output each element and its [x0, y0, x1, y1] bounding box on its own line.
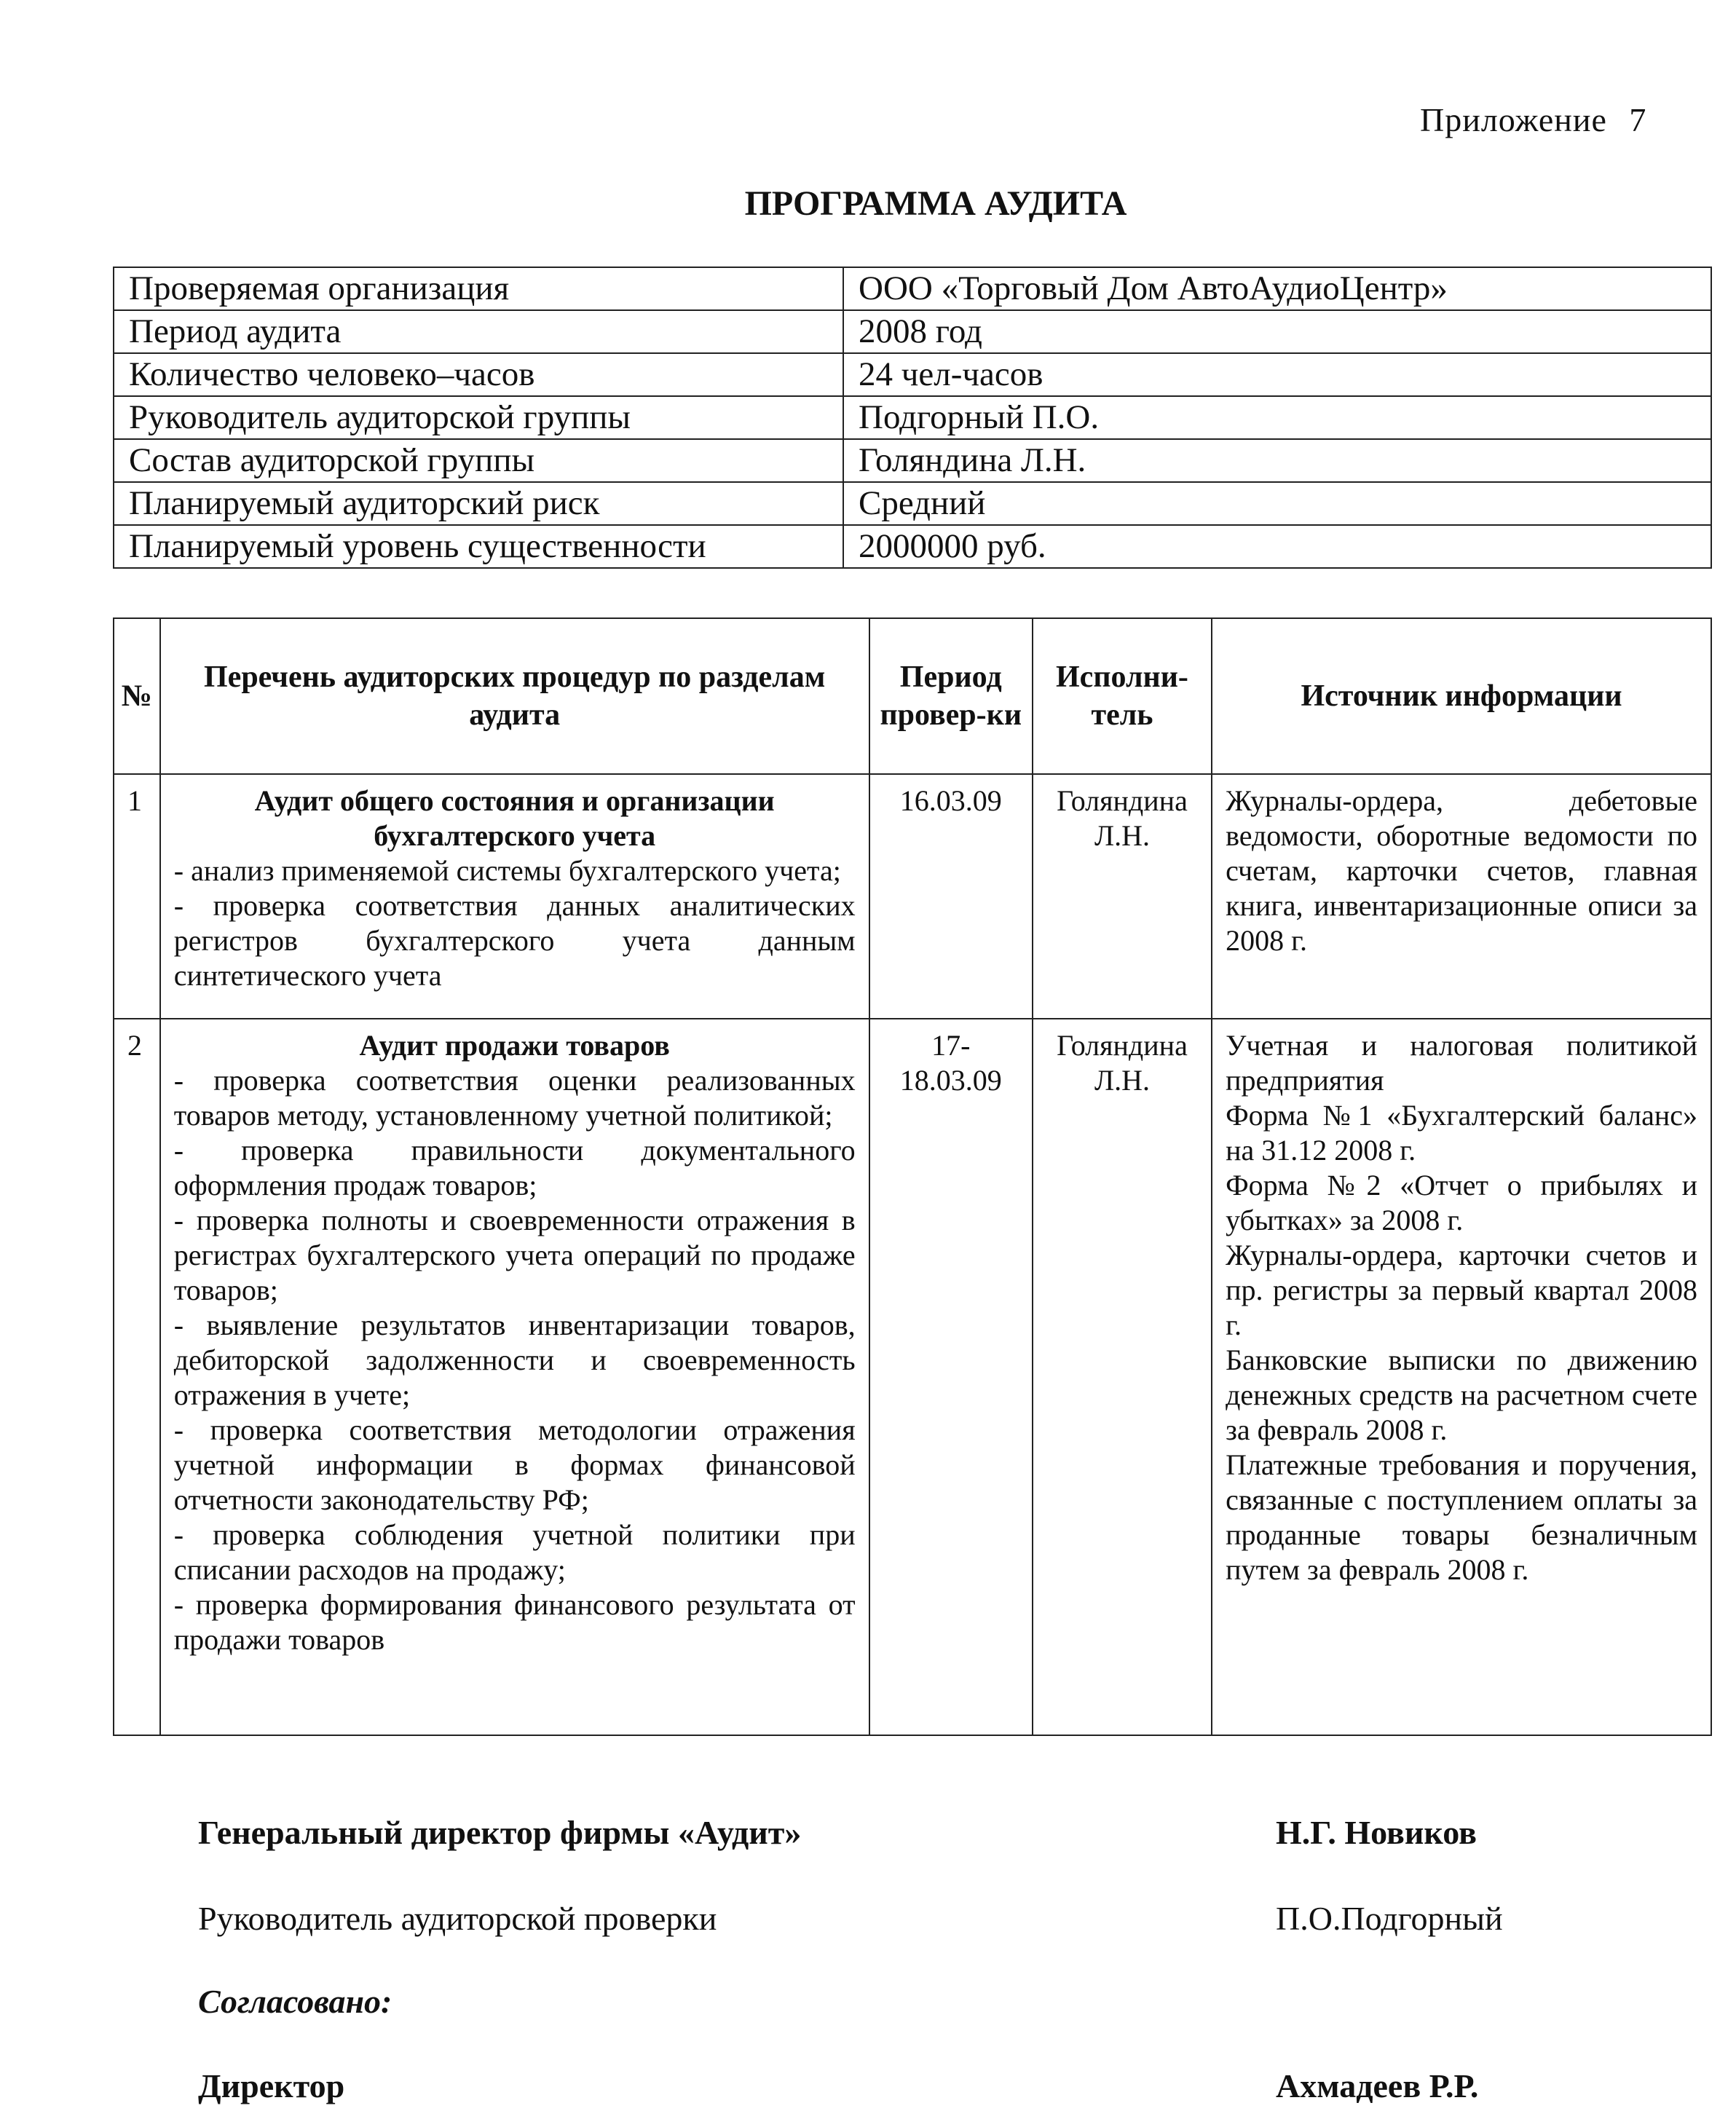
header-procedures: Перечень аудиторских процедур по разделам аудита	[160, 618, 869, 774]
gen-director-title: Генеральный директор фирмы «Аудит»	[198, 1814, 802, 1851]
info-row	[114, 439, 1711, 482]
procedure-sources	[1212, 1019, 1711, 1735]
procedure-item: - анализ применяемой системы бухгалтерского учета;	[173, 854, 841, 887]
gen-director-name: Н.Г. Новиков	[1276, 1814, 1477, 1851]
header-num: №	[114, 618, 160, 774]
info-value: ООО «Торговый Дом АвтоАудиоЦентр»	[843, 267, 1711, 310]
info-label: Планируемый уровень существенности	[114, 525, 843, 568]
head-audit-name: П.О.Подгорный	[1276, 1900, 1503, 1937]
audit-info-table	[113, 267, 1712, 569]
info-value: 24 чел-часов	[843, 353, 1711, 396]
source-item: Журналы-ордера, карточки счетов и пр. регистры за первый квартал 2008 г.	[1226, 1239, 1697, 1341]
info-label: Руководитель аудиторской группы	[114, 396, 843, 439]
head-audit-title: Руководитель аудиторской проверки	[198, 1900, 717, 1937]
source-item: Форма №1 «Бухгалтерский баланс» на 31.12 2008 г.	[1226, 1099, 1697, 1167]
procedures-header-row	[114, 618, 1711, 774]
director-title: Директор	[198, 2067, 345, 2104]
source-item: Учетная и налоговая политикой предприятия	[1226, 1029, 1697, 1097]
info-value: 2000000 руб.	[843, 525, 1711, 568]
procedure-item: - проверка правильности документального оформления продаж товаров;	[173, 1134, 856, 1201]
source-item: Платежные требования и поручения, связанные с поступлением оплаты за проданные товары безналичным путем за февраль 2008 г.	[1226, 1448, 1697, 1586]
source-item: Банковские выписки по движению денежных средств на расчетном счете за февраль 2008 г.	[1226, 1343, 1697, 1446]
procedure-period: 16.03.09	[869, 774, 1033, 1019]
page-title: ПРОГРАММА АУДИТА	[744, 184, 1127, 223]
agreed-label: Согласовано:	[198, 1983, 392, 2020]
info-label: Планируемый аудиторский риск	[114, 482, 843, 525]
procedure-list	[160, 1019, 869, 1735]
source-item: Форма №2 «Отчет о прибылях и убытках» за 2008 г.	[1226, 1169, 1697, 1236]
info-row	[114, 267, 1711, 310]
info-value: Подгорный П.О.	[843, 396, 1711, 439]
header-executor: Исполни-тель	[1033, 618, 1212, 774]
section-title: Аудит продажи товаров	[359, 1029, 670, 1062]
procedure-row	[114, 774, 1711, 1019]
info-row	[114, 482, 1711, 525]
procedure-num: 1	[114, 774, 160, 1019]
procedure-item: - проверка формирования финансового результата от продажи товаров	[173, 1588, 856, 1656]
procedure-num: 2	[114, 1019, 160, 1735]
info-value: Средний	[843, 482, 1711, 525]
info-row	[114, 525, 1711, 568]
procedure-item: - проверка соблюдения учетной политики при списании расходов на продажу;	[173, 1518, 856, 1586]
source-item: Журналы-ордера, дебетовые ведомости, оборотные ведомости по счетам, карточки счетов, главная книга, инвентаризационные описи за 2008 г.	[1226, 784, 1697, 957]
director-name: Ахмадеев Р.Р.	[1276, 2067, 1479, 2104]
procedure-item: - проверка соответствия методологии отражения учетной информации в формах финансовой отчетности законодательству РФ;	[173, 1413, 856, 1516]
info-label: Состав аудиторской группы	[114, 439, 843, 482]
procedure-sources	[1212, 774, 1711, 1019]
procedure-executor: Голяндина Л.Н.	[1033, 1019, 1212, 1735]
info-row	[114, 353, 1711, 396]
info-label: Проверяемая организация	[114, 267, 843, 310]
section-title: Аудит общего состояния и организации бухгалтерского учета	[254, 784, 775, 852]
procedure-period: 17-18.03.09	[869, 1019, 1033, 1735]
header-period: Период провер-ки	[869, 618, 1033, 774]
procedure-executor: Голяндина Л.Н.	[1033, 774, 1212, 1019]
procedure-item: - проверка полноты и своевременности отражения в регистрах бухгалтерского учета операций по продаже товаров;	[173, 1204, 856, 1306]
info-value: 2008 год	[843, 310, 1711, 353]
info-row	[114, 396, 1711, 439]
procedures-table	[113, 617, 1712, 1736]
info-value: Голяндина Л.Н.	[843, 439, 1711, 482]
procedure-item: - выявление результатов инвентаризации товаров, дебиторской задолженности и своевременность отражения в учете;	[173, 1309, 856, 1411]
procedure-row	[114, 1019, 1711, 1735]
procedure-list	[160, 774, 869, 1019]
info-label: Период аудита	[114, 310, 843, 353]
appendix-label: Приложение 7	[1420, 101, 1647, 138]
info-row	[114, 310, 1711, 353]
info-label: Количество человеко–часов	[114, 353, 843, 396]
header-source: Источник информации	[1212, 618, 1711, 774]
procedure-item: - проверка соответствия данных аналитических регистров бухгалтерского учета данным синтетического учета	[173, 889, 856, 992]
procedure-item: - проверка соответствия оценки реализованных товаров методу, установленному учетной политикой;	[173, 1064, 856, 1132]
